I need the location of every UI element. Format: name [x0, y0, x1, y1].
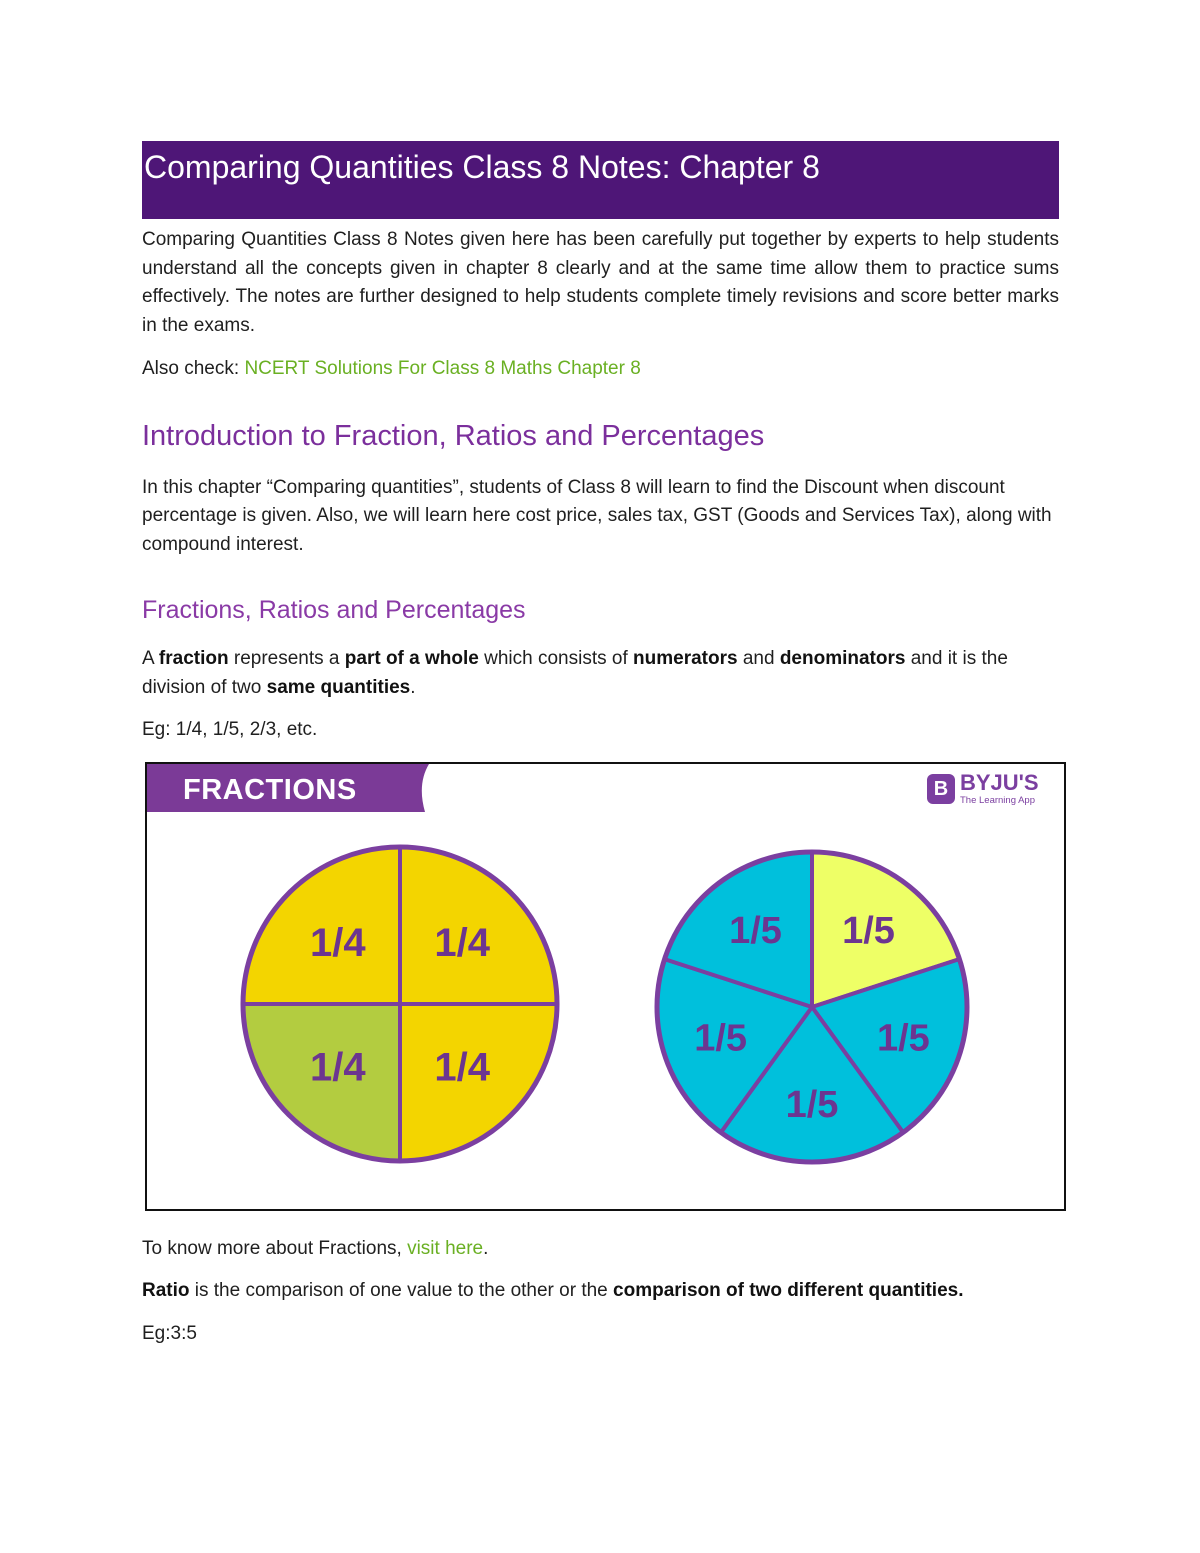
text-run: and it is the division of two [142, 648, 1008, 698]
more-about-fractions [142, 1235, 1059, 1264]
byjus-logo-tagline: The Learning App [960, 794, 1036, 806]
pie-slice-label: 1/4 [310, 920, 366, 965]
visit-here-link[interactable]: visit here [407, 1237, 484, 1259]
byjus-logo-name: BYJU'S [960, 769, 1039, 795]
pie-slice-label: 1/5 [842, 909, 895, 952]
text-run: . [410, 676, 416, 698]
pie-slice-label: 1/5 [694, 1016, 748, 1059]
fraction-definition [142, 645, 1059, 702]
fraction-example: Eg: 1/4, 1/5, 2/3, etc. [142, 719, 318, 740]
section-heading-introduction: Introduction to Fraction, Ratios and Percentages [142, 419, 765, 452]
figure-title: FRACTIONS [183, 773, 357, 806]
pie-chart-2 [657, 852, 967, 1162]
text-run: A [142, 648, 159, 669]
pie-slice-label: 1/5 [876, 1016, 930, 1059]
pie-slice-label: 1/4 [434, 1045, 490, 1090]
fractions-figure [145, 762, 1066, 1211]
text-run: and [737, 648, 780, 669]
ratio-definition [142, 1277, 1059, 1306]
bold-term-denominators: denominators [779, 648, 906, 669]
text-run: which consists of [478, 648, 634, 669]
text-run: . [483, 1237, 489, 1259]
text-run: To know more about Fractions, [142, 1237, 408, 1259]
bold-term-part-of-whole: part of a whole [344, 648, 479, 669]
intro-paragraph: Comparing Quantities Class 8 Notes given here has been carefully put together by experts to help students understand all the concepts given in chapter 8 clearly and at the same time allow them to practice sums effectively. The notes are further designed to help students complete timely revisions and score better marks in the exams. [142, 229, 1059, 336]
page-title: Comparing Quantities Class 8 Notes: Chapter 8 [142, 141, 1059, 219]
also-check-label: Also check: [142, 358, 245, 379]
pie-slice-label: 1/5 [729, 909, 782, 952]
subsection-heading-fractions: Fractions, Ratios and Percentages [142, 596, 526, 624]
pie-slice-label: 1/4 [434, 920, 490, 965]
text-run: is the comparison of one value to the other or the [189, 1280, 614, 1301]
also-check-line [142, 355, 1059, 384]
fraction-pie-charts [147, 764, 1064, 1209]
ratio-example: Eg:3:5 [142, 1322, 197, 1344]
bold-term-numerators: numerators [633, 648, 738, 669]
bold-term-ratio: Ratio [142, 1280, 190, 1301]
pie-slice-label: 1/4 [310, 1045, 366, 1090]
bold-term-same-quantities: same quantities [266, 676, 411, 698]
bold-term-fraction: fraction [158, 648, 229, 669]
pie-slice-label: 1/5 [785, 1083, 839, 1126]
pie-chart-1 [243, 847, 557, 1161]
introduction-paragraph: In this chapter “Comparing quantities”, students of Class 8 will learn to find the Discount when discount percentage is given. Also, we will learn here cost price, sales tax, GST (Goods and Services Tax), along with compound interest. [142, 476, 1052, 555]
byjus-logo-icon: B [927, 774, 955, 804]
bold-term-comparison: comparison of two different quantities. [613, 1280, 964, 1301]
document-page [142, 141, 1059, 1348]
ncert-solutions-link[interactable]: NCERT Solutions For Class 8 Maths Chapter 8 [244, 358, 641, 379]
text-run: represents a [228, 648, 345, 669]
